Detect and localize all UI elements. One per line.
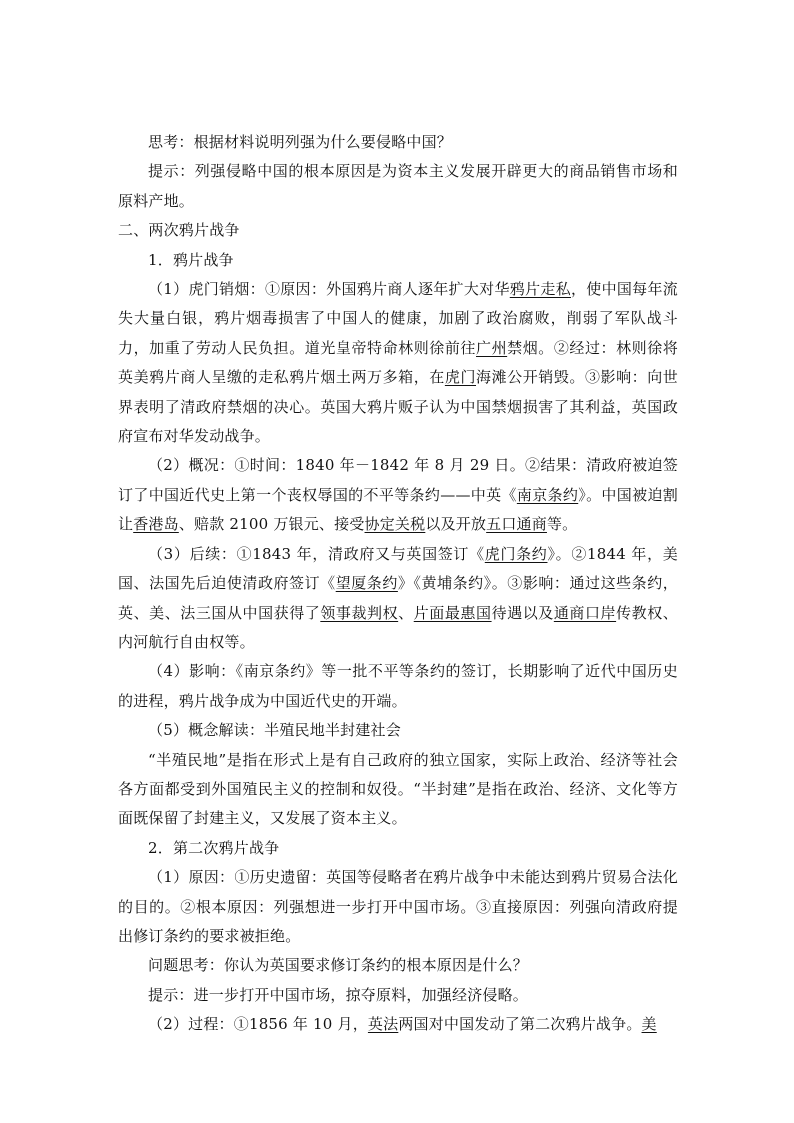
text-segment: 问题思考：你认为英国要求修订条约的根本原因是什么？: [148, 956, 529, 975]
paragraph: [118, 951, 678, 980]
underlined-term: 鸦片走私: [509, 280, 571, 299]
text-segment: （1）虎门销烟：①原因：外国鸦片商人逐年扩大对华: [148, 280, 510, 299]
text-segment: “半殖民地”是指在形式上是有自己政府的独立国家，实际上政治、经济等社会各方面都受到外国殖民主义的控制和奴役。“半封建”是指在政治、经济、文化等方面既保留了封建主义，又发展了资本主义。: [118, 750, 678, 828]
text-segment: （1）原因：①历史遗留：英国等侵略者在鸦片战争中未能达到鸦片贸易合法化的目的。②根本原因：列强想进一步打开中国市场。③直接原因：列强向清政府提出修订条约的要求被拒绝。: [118, 868, 678, 945]
paragraph: [118, 157, 678, 216]
paragraph: [118, 657, 678, 716]
underlined-term: 片面最惠国: [413, 603, 492, 622]
text-segment: 以及开放: [425, 515, 487, 534]
text-segment: 1．鸦片战争: [148, 250, 234, 269]
text-segment: 、赔款 2100 万银元、接受: [178, 515, 365, 534]
text-segment: （4）影响：《南京条约》等一批不平等条约的签订，长期影响了近代中国历史的进程，鸦片战争成为中国近代史的开端。: [118, 662, 678, 710]
underlined-term: 英法: [367, 1015, 399, 1034]
text-segment: 海滩公开销毁。③影响：向世界表明了清政府禁烟的决心。英国大鸦片贩子认为中国禁烟损害了其利益，英国政府宣布对华发动战争。: [118, 368, 678, 446]
underlined-term: 虎门条约: [484, 544, 548, 563]
paragraph: [118, 128, 678, 157]
paragraph: [118, 981, 678, 1010]
text-segment: ，使中国每年流失大量白银，鸦片烟毒损害了中国人的健康，加剧了政治腐败，削弱了军队战斗力，加重了劳动人民负担。道光皇帝特命林则徐前往: [118, 280, 678, 357]
text-segment: （2）概况：①时间：1840 年－1842 年 8 月 29 日。②结果：清政府被迫签订了中国近代史上第一个丧权辱国的不平等条约——中英《: [118, 456, 678, 504]
text-segment: 禁烟。②经过：林则徐将英美鸦片商人呈缴的走私鸦片烟土两万多箱，在: [118, 338, 679, 387]
paragraph: [118, 451, 678, 539]
underlined-term: 协定关税: [364, 515, 426, 534]
underlined-term: 领事裁判权: [320, 603, 399, 622]
text-segment: 、: [398, 603, 414, 622]
text-segment: （5）概念解读：半殖民地半封建社会: [148, 721, 401, 740]
text-segment: 2．第二次鸦片战争: [148, 838, 280, 857]
underlined-term: 望厦条约: [335, 574, 398, 593]
text-segment: 两国对中国发动了第二次鸦片战争。: [398, 1015, 642, 1034]
text-segment: 提示：进一步打开中国市场，掠夺原料，加强经济侵略。: [148, 985, 529, 1004]
text-segment: 等。: [546, 515, 578, 534]
text-segment: 思考：根据材料说明列强为什么要侵略中国？: [148, 133, 453, 151]
paragraph: [118, 246, 678, 275]
document-page: [118, 128, 678, 1040]
text-segment: 待遇以及: [491, 603, 554, 622]
paragraph: [118, 834, 678, 863]
text-segment: （3）后续：①1843 年，清政府又与英国签订《: [148, 544, 485, 563]
text-segment: 》《黄埔条约》。③影响：通过这些条约，英、美、法三国从中国获得了: [118, 574, 678, 622]
text-segment: 》。②1844 年，美国、法国先后迫使清政府签订《: [118, 544, 678, 593]
text-segment: 提示：列强侵略中国的根本原因是为资本主义发展开辟更大的商品销售市场和原料产地。: [118, 162, 678, 210]
underlined-term: 香港岛: [133, 515, 179, 534]
paragraph: [118, 863, 678, 951]
underlined-term: 广州: [476, 338, 508, 357]
underlined-term: 虎门: [444, 368, 477, 387]
paragraph: [118, 1010, 678, 1039]
text-segment: （2）过程：①1856 年 10 月，: [148, 1015, 368, 1034]
underlined-term: 通商口岸: [553, 603, 617, 622]
underlined-term: 南京条约: [516, 485, 579, 504]
text-segment: 传教权、内河航行自由权等。: [118, 603, 678, 651]
paragraph: [118, 716, 678, 745]
paragraph: [118, 540, 678, 658]
paragraph: [118, 746, 678, 834]
text-segment: 》。中国被迫割让: [118, 485, 679, 534]
underlined-term: 美: [641, 1015, 657, 1034]
underlined-term: 五口通商: [486, 515, 547, 534]
paragraph: [118, 275, 678, 451]
paragraph: [118, 216, 678, 245]
text-segment: 二、两次鸦片战争: [118, 221, 240, 240]
